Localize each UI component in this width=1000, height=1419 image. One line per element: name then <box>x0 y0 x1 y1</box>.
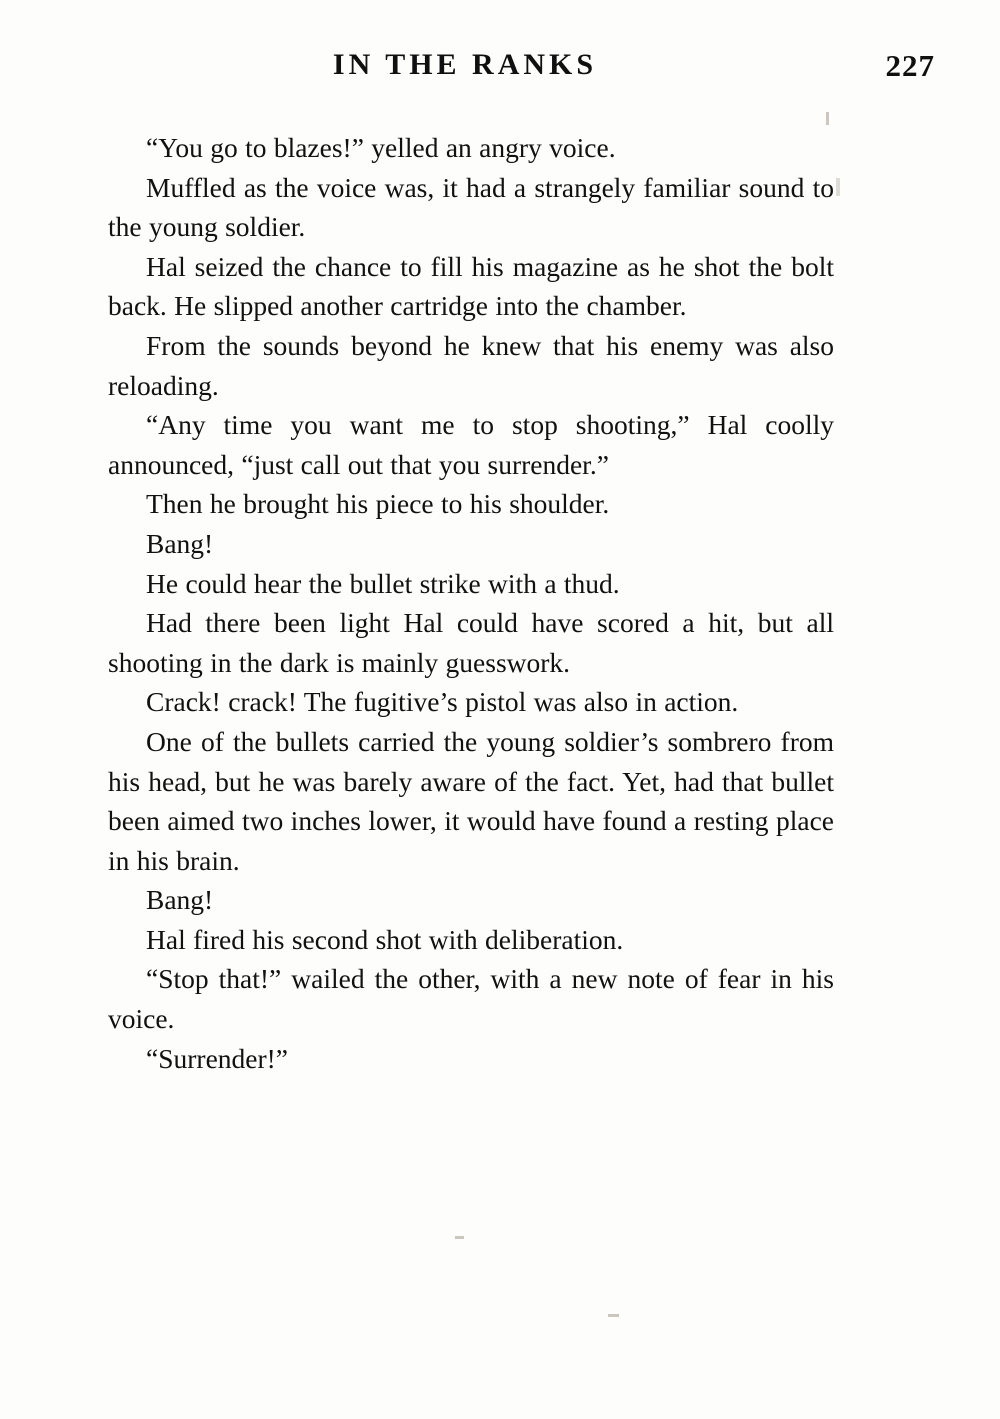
paragraph: Muffled as the voice was, it had a strangely familiar sound to the young soldier. <box>108 171 834 243</box>
running-head: IN THE RANKS <box>332 48 598 81</box>
paragraph: He could hear the bullet strike with a thud. <box>146 567 620 599</box>
paper-speck <box>455 1236 464 1239</box>
paragraph: Bang! <box>146 884 214 916</box>
paragraph: Bang! <box>146 527 214 559</box>
paragraph: Hal seized the chance to fill his magazine as he shot the bolt back. He slipped another cartridge into the chamber. <box>108 250 834 322</box>
paper-speck <box>836 178 840 196</box>
paragraph: Hal fired his second shot with deliberation. <box>146 923 624 955</box>
paragraph: From the sounds beyond he knew that his enemy was also reloading. <box>108 329 834 401</box>
paragraph: “Any time you want me to stop shooting,” Hal coolly announced, “just call out that you surrender.” <box>108 409 834 480</box>
paragraph: One of the bullets carried the young soldier’s sombrero from his head, but he was barely aware of the fact. Yet, had that bullet been aimed two inches lower, it would have found a resting place in his brain. <box>108 725 834 876</box>
paper-speck <box>608 1314 619 1317</box>
paragraph: “Surrender!” <box>146 1042 288 1074</box>
paragraph: Crack! crack! The fugitive’s pistol was also in action. <box>146 686 739 718</box>
page-number: 227 <box>885 48 935 83</box>
paper-speck <box>826 112 829 125</box>
paragraph: “You go to blazes!” yelled an angry voice. <box>146 132 616 163</box>
paragraph: Then he brought his piece to his shoulder. <box>146 488 610 520</box>
paragraph: Had there been light Hal could have scored a hit, but all shooting in the dark is mainly guesswork. <box>108 607 834 678</box>
paragraph: “Stop that!” wailed the other, with a new note of fear in his voice. <box>108 963 834 1035</box>
page-body <box>108 128 834 1078</box>
page-header <box>105 48 935 92</box>
